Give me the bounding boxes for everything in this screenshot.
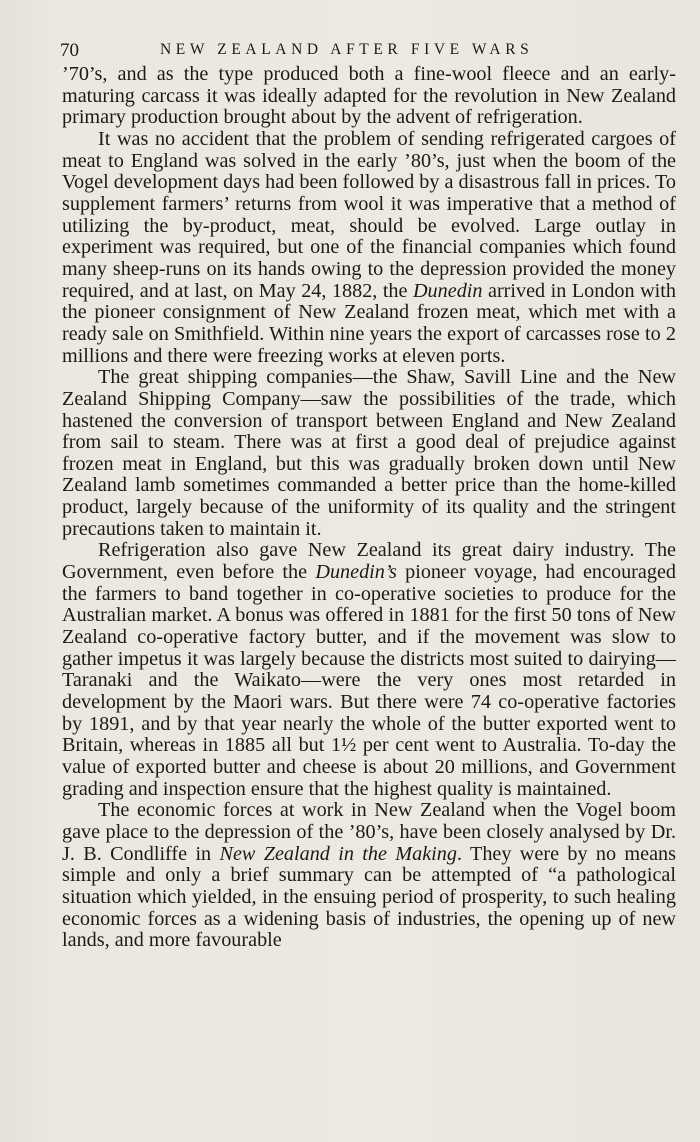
paragraph-5: The economic forces at work in New Zealand when the Vogel boom gave place to the depression of the ’80’s, have been closely analysed by Dr. J. B. Condliffe in New Zealand in the Making. They were by no means simple and only a brief summary can be attempted of “a pathological situation which yielded, in the ensuing period of prosperity, to such healing economic forces as a widening basis of industries, the opening up of new lands, and more favourable: [62, 799, 677, 952]
paragraph-2: It was no accident that the problem of sending refrigerated cargoes of meat to England was solved in the early ’80’s, just when the boom of the Vogel development days had been followed by a disastrous fall in prices. To supplement farmers’ returns from wool it was imperative that a method of utilizing the by-product, meat, should be evolved. Large outlay in experiment was required, but one of the financial companies which found many sheep-runs on its hands owing to the depression provided the money required, and at last, on May 24, 1882, the Dunedin arrived in London with the pioneer consignment of New Zealand frozen meat, which met with a ready sale on Smithfield. Within nine years the export of carcasses rose to 2 millions and there were freezing works at eleven ports.: [62, 127, 676, 367]
body-text: [62, 64, 676, 952]
page-number: 70: [60, 40, 79, 61]
ship-name-dunedins: Dunedin’s: [315, 561, 397, 584]
paragraph-3: The great shipping companies—the Shaw, Savill Line and the New Zealand Shipping Company—saw the possibilities of the trade, which hastened the conversion of transport between England and New Zealand from sail to steam. There was at first a good deal of prejudice against frozen meat in England, but this was gradually broken down until New Zealand lamb sometimes commanded a better price than the home-killed product, largely because of the uniformity of its quality and the stringent precautions taken to maintain it.: [62, 366, 676, 540]
paragraph-1: ’70’s, and as the type produced both a fine-wool fleece and an early-maturing carcass it was ideally adapted for the revolution in New Zealand primary production brought about by the advent of refrigeration.: [62, 63, 676, 129]
ship-name-dunedin: Dunedin: [412, 279, 483, 302]
page-header: [60, 40, 620, 62]
paragraph-4: Refrigeration also gave New Zealand its great dairy industry. The Government, even before the Dunedin’s pioneer voyage, had encouraged the farmers to band together in co-operative societies to produce for the Australian market. A bonus was offered in 1881 for the first 50 tons of New Zealand co-operative factory butter, and if the movement was slow to gather impetus it was largely because the districts most suited to dairying—Taranaki and the Waikato—were the very ones most retarded in development by the Maori wars. But there were 74 co-operative factories by 1891, and by that year nearly the whole of the butter exported went to Britain, whereas in 1885 all but 1½ per cent went to Australia. To-day the value of exported butter and cheese is about 20 millions, and Government grading and inspection ensure that the highest quality is maintained.: [62, 539, 676, 800]
running-title: NEW ZEALAND AFTER FIVE WARS: [160, 41, 534, 58]
book-title-new-zealand-in-the-making: New Zealand in the Making: [219, 842, 457, 865]
